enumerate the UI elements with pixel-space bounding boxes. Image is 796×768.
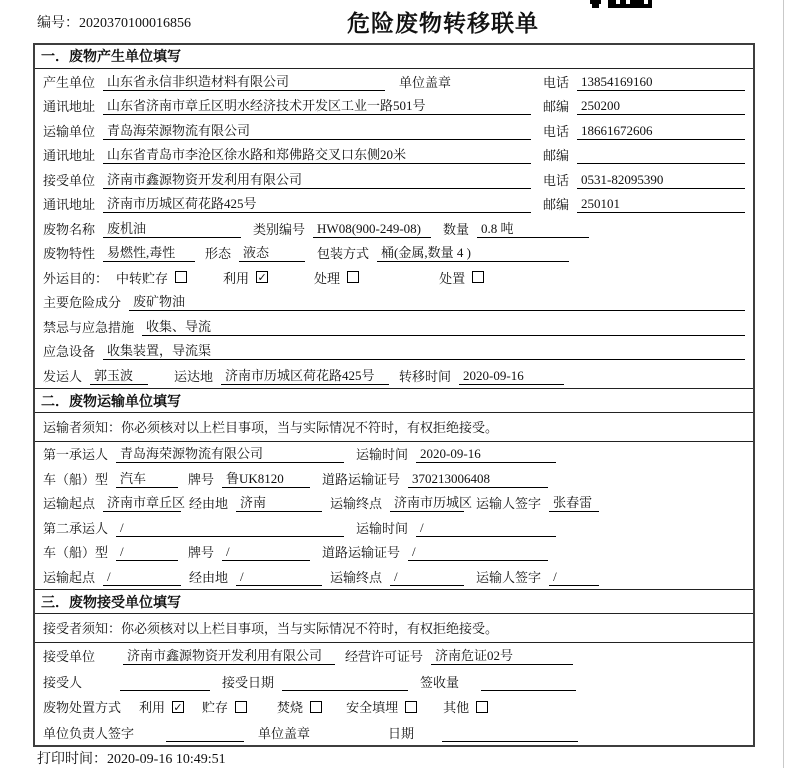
vehicle2-permit-label: 道路运输证号	[322, 545, 401, 560]
disposal-option-storage	[202, 697, 247, 716]
taboo-measures-label: 禁忌与应急措施	[43, 319, 135, 335]
section-receiver	[35, 589, 753, 745]
receive-phone-value: 0531-82095390	[577, 172, 745, 189]
sign-date-label: 日期	[388, 725, 415, 741]
manifest-table	[33, 43, 755, 747]
row-receive-unit	[35, 167, 753, 192]
taboo-measures-value: 收集、导流	[142, 316, 745, 336]
accept-date-value	[282, 676, 408, 691]
vehicle2-type-label: 车（船）型	[43, 545, 109, 560]
carrier2-time-value: /	[416, 520, 556, 537]
unit-seal-label: 单位盖章	[399, 74, 452, 90]
waste-qty-value: 0.8 吨	[477, 218, 589, 238]
receive-unit-value: 济南市鑫源物资开发利用有限公司	[103, 169, 531, 189]
acceptor-label: 接受人	[43, 674, 83, 690]
disposal-option-landfill	[346, 697, 417, 716]
route2-start-label: 运输起点	[43, 569, 96, 585]
disposal-storage-text: 贮存	[202, 700, 229, 715]
row-waste-name	[35, 216, 753, 241]
transfer-time-value: 2020-09-16	[459, 368, 564, 385]
route2-end-label: 运输终点	[330, 569, 383, 585]
receiving-unit-label: 接受单位	[43, 649, 96, 664]
row-hazard-components	[35, 290, 753, 315]
license-label: 经营许可证号	[345, 649, 424, 664]
vehicle1-permit-value: 370213006408	[408, 471, 548, 488]
doc-number	[37, 12, 191, 32]
route2-via-value: /	[236, 569, 322, 586]
receive-address-label: 通讯地址	[43, 197, 96, 212]
row-vehicle1	[35, 466, 753, 491]
route2-end-value: /	[390, 569, 464, 586]
route2-via-label: 经由地	[189, 569, 229, 585]
route1-start-value: 济南市章丘区	[103, 492, 181, 512]
disposal-utilize-text: 利用	[139, 700, 166, 715]
route2-sign-label: 运输人签字	[476, 569, 542, 585]
transfer-purpose-label: 外运目的：	[43, 270, 109, 286]
checkbox-treat	[347, 271, 359, 283]
receive-phone-label: 电话	[542, 172, 569, 188]
doc-number-label: 编号：	[37, 16, 79, 31]
row-transport-unit	[35, 118, 753, 143]
receive-zip-label: 邮编	[542, 197, 569, 212]
section3-header: 三．废物接受单位填写	[35, 589, 753, 614]
transport-address-label: 通讯地址	[43, 148, 96, 163]
license-value: 济南危证02号	[431, 645, 573, 665]
waste-category-label: 类别编号	[253, 221, 306, 237]
row-producer-unit	[35, 69, 753, 94]
vehicle2-type-value: /	[116, 544, 178, 561]
checkbox-disposal-storage	[235, 701, 247, 713]
route1-start-label: 运输起点	[43, 496, 96, 511]
purpose-treat-text: 处理	[314, 270, 341, 286]
disposal-option-utilize	[139, 697, 184, 716]
waste-props-label: 废物特性	[43, 246, 96, 261]
producer-address-value: 山东省济南市章丘区明水经济技术开发区工业一路501号	[103, 95, 531, 115]
row-taboo-measures	[35, 314, 753, 339]
carrier1-time-value: 2020-09-16	[416, 446, 556, 463]
vehicle1-permit-label: 道路运输证号	[322, 471, 401, 487]
transfer-time-label: 转移时间	[399, 368, 452, 384]
signed-qty-label: 签收量	[420, 674, 460, 690]
purpose-option-dispose	[439, 268, 484, 287]
disposal-landfill-text: 安全填埋	[346, 700, 399, 715]
destination-label: 运达地	[174, 368, 214, 384]
vehicle1-type-label: 车（船）型	[43, 471, 109, 487]
responsible-sign-value	[166, 727, 244, 742]
receive-zip-value: 250101	[577, 196, 745, 213]
receiver-notice: 接受者须知：你必须核对以上栏目事项，当与实际情况不符时，有权拒绝接受。	[35, 614, 753, 643]
acceptor-value	[120, 676, 210, 691]
emergency-equipment-value: 收集装置，导流渠	[103, 340, 745, 360]
waste-pack-label: 包装方式	[317, 246, 370, 261]
producer-unit-label: 产生单位	[43, 74, 96, 90]
purpose-utilize-text: 利用	[223, 270, 250, 286]
doc-number-value: 2020370100016856	[79, 16, 191, 31]
row-producer-address	[35, 94, 753, 119]
print-time	[37, 748, 226, 768]
producer-address-label: 通讯地址	[43, 99, 96, 114]
signed-qty-value	[481, 676, 576, 691]
shipper-value: 郭玉波	[90, 365, 148, 385]
disposal-other-text: 其他	[443, 700, 470, 715]
vehicle2-permit-value: /	[408, 544, 548, 561]
unit-seal2-label: 单位盖章	[258, 725, 311, 741]
transport-zip-label: 邮编	[542, 148, 569, 163]
disposal-option-other	[443, 697, 488, 716]
accept-date-label: 接受日期	[222, 674, 275, 690]
sign-date-value	[442, 727, 578, 742]
waste-name-label: 废物名称	[43, 221, 96, 237]
producer-zip-label: 邮编	[542, 99, 569, 114]
checkbox-disposal-landfill	[405, 701, 417, 713]
waste-form-value: 液态	[239, 242, 305, 262]
row-receiving-unit	[35, 643, 753, 669]
route1-via-value: 济南	[236, 492, 322, 512]
waste-pack-value: 桶(金属,数量 4 )	[377, 242, 569, 262]
purpose-dispose-text: 处置	[439, 270, 466, 286]
responsible-sign-label: 单位负责人签字	[43, 725, 135, 741]
checkbox-disposal-utilize: ✓	[173, 700, 183, 714]
checkbox-disposal-incinerate	[310, 701, 322, 713]
section-producer	[35, 45, 753, 388]
vehicle1-plate-value: 鲁UK8120	[222, 468, 310, 488]
row-route1	[35, 491, 753, 516]
transport-unit-label: 运输单位	[43, 123, 96, 139]
checkbox-transit-storage	[175, 271, 187, 283]
carrier2-label: 第二承运人	[43, 520, 109, 536]
row-transfer-purpose	[35, 265, 753, 290]
producer-phone-value: 13854169160	[577, 74, 745, 91]
receiving-unit-value: 济南市鑫源物资开发利用有限公司	[123, 645, 335, 665]
carrier2-time-label: 运输时间	[356, 520, 409, 536]
producer-phone-label: 电话	[542, 74, 569, 90]
checkbox-disposal-other	[476, 701, 488, 713]
row-receive-address	[35, 192, 753, 217]
row-responsible-signature	[35, 719, 753, 745]
disposal-option-incinerate	[277, 697, 322, 716]
print-time-label: 打印时间：	[37, 752, 107, 767]
row-carrier2	[35, 515, 753, 540]
row-carrier1	[35, 442, 753, 467]
purpose-transit-storage-text: 中转贮存	[116, 270, 169, 286]
route1-via-label: 经由地	[189, 496, 229, 511]
hazard-components-value: 废矿物油	[129, 291, 745, 311]
disposal-method-label: 废物处置方式	[43, 700, 122, 715]
route2-sign-value: /	[549, 569, 599, 586]
transporter-notice: 运输者须知：你必须核对以上栏目事项，当与实际情况不符时，有权拒绝接受。	[35, 413, 753, 442]
destination-value: 济南市历城区荷花路425号	[221, 365, 389, 385]
receive-unit-label: 接受单位	[43, 172, 96, 188]
waste-qty-label: 数量	[443, 221, 470, 237]
row-emergency-equipment	[35, 339, 753, 364]
row-route2	[35, 564, 753, 589]
waste-name-value: 废机油	[103, 218, 241, 238]
vehicle2-plate-label: 牌号	[188, 545, 215, 560]
disposal-incinerate-text: 焚烧	[277, 700, 304, 715]
transport-phone-label: 电话	[542, 123, 569, 139]
print-time-value: 2020-09-16 10:49:51	[107, 752, 226, 767]
producer-zip-value: 250200	[577, 98, 745, 115]
transport-zip-value	[577, 149, 745, 164]
carrier2-value: /	[116, 520, 344, 537]
row-transport-address	[35, 143, 753, 168]
route1-sign-value: 张春雷	[549, 492, 599, 512]
vehicle2-plate-value: /	[222, 544, 310, 561]
producer-unit-value: 山东省永信非织造材料有限公司	[103, 71, 385, 91]
checkbox-dispose	[472, 271, 484, 283]
carrier1-value: 青岛海荣源物流有限公司	[116, 443, 344, 463]
route1-end-label: 运输终点	[330, 496, 383, 511]
row-shipper	[35, 363, 753, 388]
carrier1-label: 第一承运人	[43, 447, 109, 462]
waste-form-label: 形态	[205, 246, 232, 261]
row-vehicle2	[35, 540, 753, 565]
section-transporter	[35, 388, 753, 589]
section1-header: 一．废物产生单位填写	[35, 45, 753, 69]
transport-address-value: 山东省青岛市李沧区徐水路和郑佛路交叉口东侧20米	[103, 144, 531, 164]
receive-address-value: 济南市历城区荷花路425号	[103, 193, 531, 213]
transport-phone-value: 18661672606	[577, 123, 745, 140]
hazard-components-label: 主要危险成分	[43, 295, 122, 310]
row-acceptor	[35, 668, 753, 694]
route2-start-value: /	[103, 569, 181, 586]
row-waste-props	[35, 241, 753, 266]
emergency-equipment-label: 应急设备	[43, 344, 96, 359]
waste-props-value: 易燃性,毒性	[103, 242, 195, 262]
vehicle1-plate-label: 牌号	[188, 471, 215, 487]
purpose-option-treat	[314, 268, 359, 287]
purpose-option-transit-storage	[116, 268, 187, 287]
route1-sign-label: 运输人签字	[476, 496, 542, 511]
page-title: 危险废物转移联单	[347, 10, 539, 36]
waste-category-value: HW08(900-249-08)	[313, 221, 431, 238]
purpose-option-utilize	[223, 268, 268, 287]
checkbox-utilize: ✓	[257, 271, 267, 284]
qr-code-fragment	[590, 0, 656, 9]
section2-header: 二．废物运输单位填写	[35, 388, 753, 413]
page-edge-line	[783, 0, 784, 768]
vehicle1-type-value: 汽车	[116, 468, 178, 488]
carrier1-time-label: 运输时间	[356, 447, 409, 462]
route1-end-value: 济南市历城区	[390, 492, 464, 512]
row-disposal-method	[35, 694, 753, 720]
shipper-label: 发运人	[43, 368, 83, 384]
transport-unit-value: 青岛海荣源物流有限公司	[103, 120, 531, 140]
